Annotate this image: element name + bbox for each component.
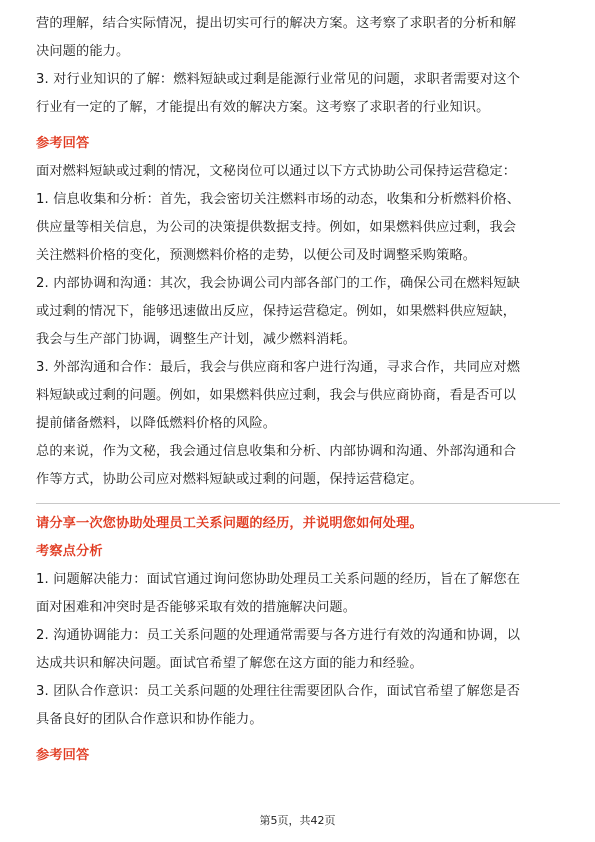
previous-analysis-continued (36, 10, 560, 122)
analysis-body (36, 566, 560, 734)
page-number-footer: 第5页，共42页 (259, 814, 336, 827)
text-line: 达成共识和解决问题。面试官希望了解您在这方面的能力和经验。 (36, 656, 423, 671)
reference-answer-heading-next: 参考回答 (36, 748, 90, 763)
text-line: 2. 内部协调和沟通：其次，我会协调公司内部各部门的工作，确保公司在燃料短缺 (36, 276, 521, 291)
text-line: 1. 信息收集和分析：首先，我会密切关注燃料市场的动态，收集和分析燃料价格、 (36, 192, 521, 207)
text-line: 供应量等相关信息，为公司的决策提供数据支持。例如，如果燃料供应过剩，我会 (36, 220, 517, 235)
text-line: 3. 团队合作意识：员工关系问题的处理往往需要团队合作，面试官希望了解您是否 (36, 684, 521, 699)
text-line: 1. 问题解决能力：面试官通过询问您协助处理员工关系问题的经历，旨在了解您在 (36, 572, 521, 587)
analysis-heading: 考察点分析 (36, 544, 103, 559)
document-page (36, 10, 560, 770)
text-line: 行业有一定的了解，才能提出有效的解决方案。这考察了求职者的行业知识。 (36, 100, 490, 115)
text-line: 面对困难和冲突时是否能够采取有效的措施解决问题。 (36, 600, 357, 615)
text-line: 3. 对行业知识的了解：燃料短缺或过剩是能源行业常见的问题，求职者需要对这个 (36, 72, 521, 87)
text-line: 关注燃料价格的变化，预测燃料价格的走势，以便公司及时调整采购策略。 (36, 248, 477, 263)
text-line: 提前储备燃料，以降低燃料价格的风险。 (36, 416, 277, 431)
text-line: 我会与生产部门协调，调整生产计划，减少燃料消耗。 (36, 332, 357, 347)
reference-answer-body (36, 158, 560, 494)
text-line: 决问题的能力。 (36, 44, 130, 59)
text-line: 具备良好的团队合作意识和协作能力。 (36, 712, 263, 727)
reference-answer-heading: 参考回答 (36, 136, 90, 151)
section-divider (36, 503, 560, 504)
spacer (36, 734, 560, 742)
text-line: 2. 沟通协调能力：员工关系问题的处理通常需要与各方进行有效的沟通和协调，以 (36, 628, 521, 643)
text-line: 总的来说，作为文秘，我会通过信息收集和分析、内部协调和沟通、外部沟通和合 (36, 444, 517, 459)
text-line: 料短缺或过剩的问题。例如，如果燃料供应过剩，我会与供应商协商，看是否可以 (36, 388, 517, 403)
interview-question: 请分享一次您协助处理员工关系问题的经历，并说明您如何处理。 (36, 516, 423, 531)
text-line: 作等方式，协助公司应对燃料短缺或过剩的问题，保持运营稳定。 (36, 472, 423, 487)
text-line: 面对燃料短缺或过剩的情况，文秘岗位可以通过以下方式协助公司保持运营稳定： (36, 164, 517, 179)
text-line: 3. 外部沟通和合作：最后，我会与供应商和客户进行沟通，寻求合作，共同应对燃 (36, 360, 521, 375)
text-line: 或过剩的情况下，能够迅速做出反应，保持运营稳定。例如，如果燃料供应短缺， (36, 304, 517, 319)
text-line: 营的理解，结合实际情况，提出切实可行的解决方案。这考察了求职者的分析和解 (36, 16, 517, 31)
spacer (36, 122, 560, 130)
